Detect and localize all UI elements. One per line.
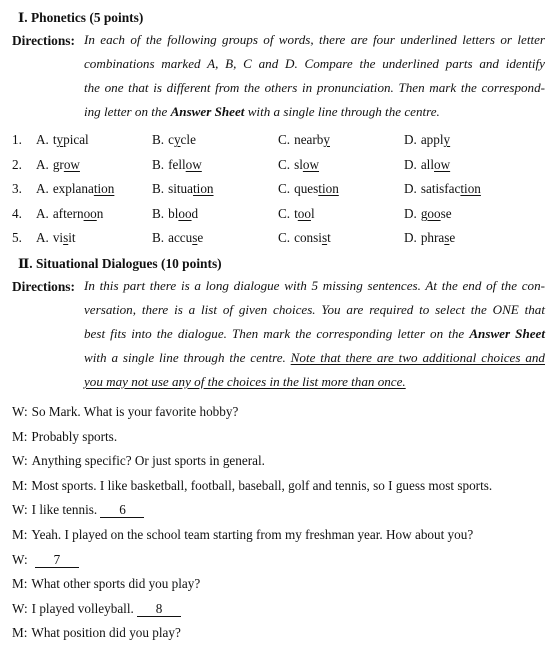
option-a xyxy=(36,157,80,173)
underlined-letters: y xyxy=(173,132,181,147)
option-d xyxy=(404,230,455,246)
dialogue-line xyxy=(12,429,117,445)
option-letter: B. xyxy=(152,181,165,196)
speaker-label: W: xyxy=(12,502,28,518)
option-letter: C. xyxy=(278,132,291,147)
option-word: question xyxy=(294,181,339,196)
question-number: 5. xyxy=(12,230,22,245)
speaker-label: W: xyxy=(12,551,28,567)
dialogue-text: Most sports. I like basketball, football, baseball, golf and tennis, so I guess most sports. xyxy=(31,477,493,493)
directions-line-3 xyxy=(84,322,545,347)
option-word: blood xyxy=(168,205,199,221)
option-a xyxy=(36,230,76,246)
option-word: slow xyxy=(294,156,320,172)
option-b xyxy=(152,181,214,197)
question-number: 1. xyxy=(12,132,22,147)
dialogue-text: What other sports did you play? xyxy=(31,576,201,592)
option-word: cycle xyxy=(168,132,196,147)
dialogue-text: Yeah. I played on the school team starting from my freshman year. How about you? xyxy=(31,527,474,542)
dialogue-line xyxy=(12,404,238,420)
option-a xyxy=(36,206,103,222)
option-word: explanation xyxy=(52,181,115,196)
speaker-label: M: xyxy=(12,477,28,493)
underlined-letters: s xyxy=(192,230,198,245)
option-word: satisfaction xyxy=(420,181,481,196)
directions-line-5 xyxy=(84,370,545,395)
speaker-label: M: xyxy=(12,428,28,444)
option-word: phrase xyxy=(420,230,456,245)
underlined-letters: oo xyxy=(427,205,441,221)
question-row xyxy=(12,132,552,152)
section-1-directions xyxy=(12,33,545,133)
speaker-label: M: xyxy=(12,576,28,592)
note-underlined: Note that there are two additional choices and xyxy=(290,350,545,365)
answer-blank: 8 xyxy=(137,602,181,617)
option-letter: A. xyxy=(36,181,49,196)
speaker-label: M: xyxy=(12,527,28,542)
dialogue-line xyxy=(12,576,200,592)
dialogue-line xyxy=(12,601,181,617)
option-d xyxy=(404,181,481,197)
underlined-letters: oo xyxy=(178,205,192,221)
option-a xyxy=(36,181,114,197)
option-word: visit xyxy=(52,230,76,245)
option-letter: C. xyxy=(278,230,291,245)
directions-line-2: versation, there is a list of given choices. You are required to select the ONE that xyxy=(84,302,545,317)
option-d xyxy=(404,206,452,222)
underlined-letters: tion xyxy=(93,181,115,196)
underlined-letters: s xyxy=(321,230,328,245)
answer-blank: 6 xyxy=(100,503,144,518)
option-letter: A. xyxy=(36,156,49,172)
directions-line-4-start: with a single line through the centre. xyxy=(84,350,291,365)
underlined-letters: ow xyxy=(185,156,202,172)
speaker-label: M: xyxy=(12,625,28,641)
option-letter: D. xyxy=(404,156,417,172)
option-letter: C. xyxy=(278,205,291,221)
directions-line-4-start: ing letter on the xyxy=(84,104,171,119)
answer-sheet-emphasis: Answer Sheet xyxy=(469,326,545,341)
speaker-label: W: xyxy=(12,404,28,419)
section-2-directions xyxy=(12,279,545,404)
option-word: typical xyxy=(52,132,89,147)
option-word: goose xyxy=(420,205,452,221)
option-letter: A. xyxy=(36,205,49,221)
underlined-letters: ow xyxy=(302,156,320,172)
option-b xyxy=(152,230,203,246)
question-number: 3. xyxy=(12,181,22,196)
option-word: allow xyxy=(420,156,451,172)
option-letter: D. xyxy=(404,205,417,221)
option-word: fellow xyxy=(168,156,202,172)
underlined-letters: y xyxy=(56,132,64,147)
section-2-title: Ⅱ. Situational Dialogues (10 points) xyxy=(18,256,222,271)
directions-line-2: combinations marked A, B, C and D. Compare the underlined parts and identify xyxy=(84,56,545,71)
answer-sheet-emphasis: Answer Sheet xyxy=(170,104,245,119)
option-letter: D. xyxy=(404,132,417,147)
option-letter: C. xyxy=(278,156,291,172)
note-underlined-continued: you may not use any of the choices in the list more than once. xyxy=(84,374,406,389)
speaker-label: W: xyxy=(12,453,28,469)
underlined-letters: tion xyxy=(193,181,214,196)
section-1-title: Ⅰ. Phonetics (5 points) xyxy=(18,10,144,25)
question-number: 4. xyxy=(12,205,22,221)
underlined-letters: s xyxy=(63,230,69,245)
option-c xyxy=(278,206,315,222)
option-c xyxy=(278,157,319,173)
dialogue-line xyxy=(12,478,492,494)
dialogue-line xyxy=(12,453,265,469)
option-word: consist xyxy=(294,230,331,245)
underlined-letters: ow xyxy=(63,156,80,172)
dialogue-text: I played volleyball. xyxy=(31,600,138,616)
underlined-letters: oo xyxy=(83,205,97,221)
dialogue-text: Anything specific? Or just sports in general. xyxy=(31,453,265,469)
option-letter: B. xyxy=(152,132,165,147)
dialogue-text: I like tennis. xyxy=(31,502,101,518)
option-letter: A. xyxy=(36,230,49,245)
option-word: afternoon xyxy=(52,205,104,221)
underlined-letters: oo xyxy=(297,205,311,221)
question-row xyxy=(12,206,552,226)
option-b xyxy=(152,206,198,222)
option-word: grow xyxy=(52,156,80,172)
question-row xyxy=(12,181,552,201)
underlined-letters: tion xyxy=(318,181,339,196)
dialogue-text: What position did you play? xyxy=(31,625,181,641)
underlined-letters: y xyxy=(443,132,451,147)
underlined-letters: ow xyxy=(434,156,451,172)
option-letter: D. xyxy=(404,181,417,196)
option-b xyxy=(152,157,202,173)
option-d xyxy=(404,157,450,173)
dialogue-line xyxy=(12,625,181,641)
directions-line-3: the one that is different from the others in pronunciation. Then mark the correspond- xyxy=(84,80,545,95)
option-b xyxy=(152,132,196,148)
option-letter: D. xyxy=(404,230,417,245)
dialogue-line xyxy=(12,527,473,543)
directions-label: Directions: xyxy=(12,279,75,294)
speaker-label: W: xyxy=(12,600,28,616)
directions-line-4 xyxy=(84,346,545,371)
option-c xyxy=(278,230,331,246)
question-number: 2. xyxy=(12,156,22,172)
option-d xyxy=(404,132,450,148)
dialogue-text: Probably sports. xyxy=(31,428,118,444)
dialogue-line xyxy=(12,552,79,568)
option-word: accuse xyxy=(168,230,204,245)
option-letter: C. xyxy=(278,181,291,196)
answer-blank: 7 xyxy=(35,553,79,568)
option-c xyxy=(278,181,339,197)
option-letter: B. xyxy=(152,156,165,172)
option-word: tool xyxy=(294,205,315,221)
directions-line-3-start: best fits into the dialogue. Then mark the corresponding letter on the xyxy=(84,326,470,341)
option-letter: B. xyxy=(152,205,165,221)
option-a xyxy=(36,132,89,148)
option-word: situation xyxy=(168,181,214,196)
option-word: nearby xyxy=(294,132,330,147)
underlined-letters: tion xyxy=(460,181,481,196)
question-row xyxy=(12,157,552,177)
directions-line-1: In each of the following groups of words, there are four underlined letters or letter xyxy=(84,32,545,47)
option-letter: B. xyxy=(152,230,165,245)
underlined-letters: s xyxy=(444,230,450,245)
option-word: apply xyxy=(420,132,451,147)
directions-line-4 xyxy=(84,100,545,125)
question-row xyxy=(12,230,552,250)
option-c xyxy=(278,132,330,148)
dialogue-text: So Mark. What is your favorite hobby? xyxy=(31,404,239,419)
directions-label: Directions: xyxy=(12,33,75,48)
option-letter: A. xyxy=(36,132,49,147)
directions-line-1: In this part there is a long dialogue with 5 missing sentences. At the end of the con- xyxy=(84,278,545,293)
underlined-letters: y xyxy=(323,132,330,147)
directions-line-4-end: with a single line through the centre. xyxy=(244,104,440,119)
dialogue-line xyxy=(12,502,144,518)
